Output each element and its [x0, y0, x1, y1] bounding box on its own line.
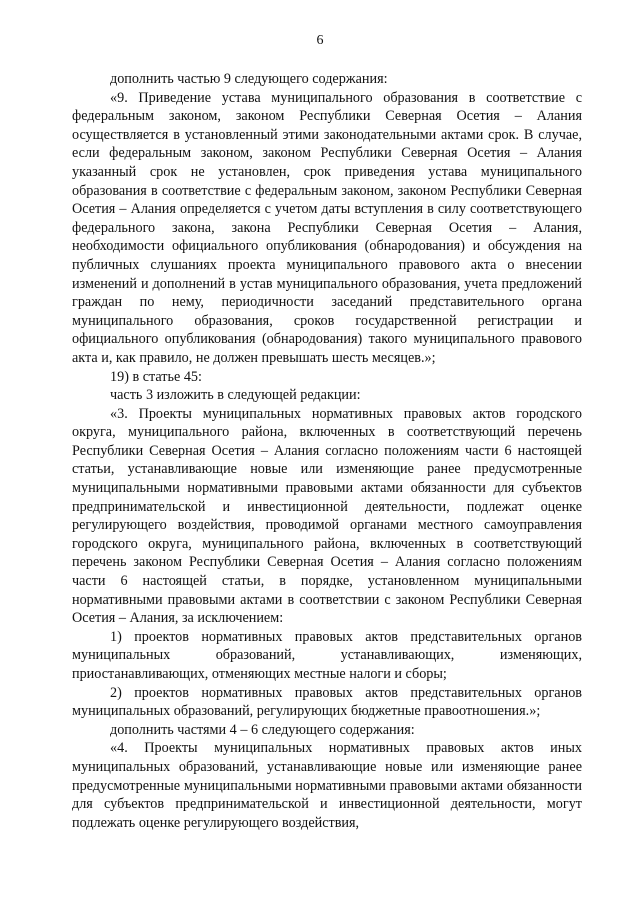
paragraph-parts-4-6-intro: дополнить частями 4 – 6 следующего содержания: [110, 721, 415, 738]
paragraph-part-3-intro: часть 3 изложить в следующей редакции: [110, 387, 361, 404]
page-number: 6 [316, 33, 324, 48]
paragraph-exception-1: 1) проектов нормативных правовых актов представительных органов муниципальных образований, устанавливающих, изменяющих, приостанавливающих, отменяющих местные налоги и сборы; [72, 628, 582, 682]
paragraph-part-9-text: «9. Приведение устава муниципального образования в соответствие с федеральным законом, законом Республики Северная Осетия – Алания осуществляется в установленный этими законодательными актами срок. В случае, если федеральным законом, законом Республики Северная Осетия – Алания указанный срок не установлен, срок приведения устава муниципального образования в соответствие с федеральным законом, законом Республики Северная Осетия – Алания определяется с учетом даты вступления в силу соответствующего федерального закона, закона Республики Северная Осетия – Алания, необходимости официального опубликования (обнародования) и обсуждения на публичных слушаниях проекта муниципального правового акта о внесении изменений и дополнений в устав муниципального образования, учета предложений граждан по нему, периодичности заседаний представительного органа муниципального образования, сроков государственной регистрации и официального опубликования (обнародования) такого муниципального правового акта и, как правило, не должен превышать шесть месяцев.»; [72, 89, 582, 366]
document-body [72, 70, 582, 832]
paragraph-amend-part-9-intro: дополнить частью 9 следующего содержания: [110, 71, 388, 87]
paragraph-part-3-text: «3. Проекты муниципальных нормативных правовых актов городского округа, муниципального района, включенных в соответствующий перечень Республики Северная Осетия – Алания согласно положениям части 6 настоящей статьи, устанавливающие новые или изменяющие ранее предусмотренные муниципальными нормативными правовыми актами обязанности для субъектов предпринимательской и инвестиционной деятельности, подлежат оценке регулирующего воздействия, проводимой органами местного самоуправления городского округа, муниципального района, включенных в соответствующий перечень законом Республики Северная Осетия – Алания согласно положениям части 6 настоящей статьи, в порядке, установленном муниципальными нормативными правовыми актами в соответствии с законом Республики Северная Осетия – Алания, за исключением: [72, 405, 582, 627]
paragraph-exception-2: 2) проектов нормативных правовых актов представительных органов муниципальных образований, регулирующих бюджетные правоотношения.»; [72, 684, 582, 720]
paragraph-item-19: 19) в статье 45: [110, 368, 202, 385]
paragraph-part-4-text: «4. Проекты муниципальных нормативных правовых актов иных муниципальных образований, устанавливающие новые или изменяющие ранее предусмотренные муниципальными нормативными правовыми актами обязанности для субъектов предпринимательской и инвестиционной деятельности, могут подлежать оценке регулирующего воздействия, [72, 740, 582, 831]
